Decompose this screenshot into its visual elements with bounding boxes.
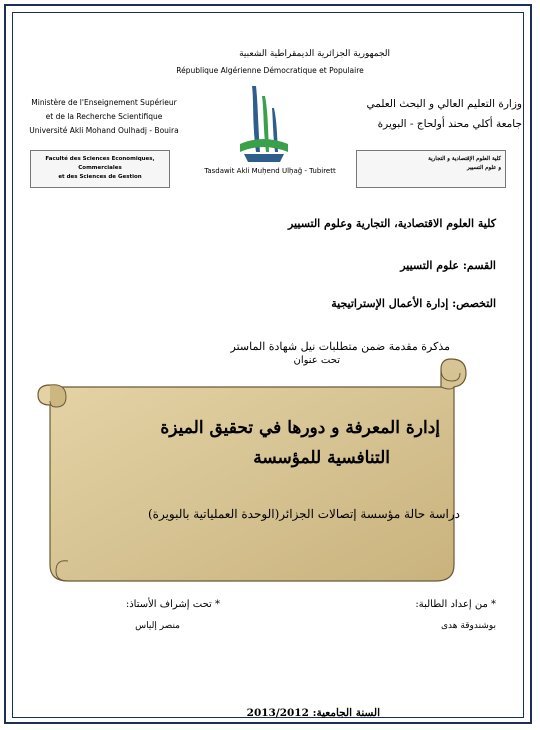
supervisor-label: * تحت إشراف الأستاذ:: [125, 599, 220, 610]
department-line: القسم: علوم التسيير: [400, 259, 496, 272]
specialty-line: التخصص: إدارة الأعمال الإستراتيجية: [331, 297, 496, 310]
ministry-arabic: [350, 94, 522, 134]
parchment-scroll: [36, 355, 481, 590]
ministry-french-line: et de la Recherche Scientifique: [45, 112, 163, 121]
faculty-box-french-line: Faculté des Sciences Economiques, Commerciales: [45, 156, 155, 171]
republic-french: République Algérienne Démocratique et Populaire: [176, 66, 364, 75]
academic-year: السنة الجامعية: 2013/2012: [246, 707, 380, 719]
thesis-title-line2: التنافسية للمؤسسة: [253, 448, 390, 468]
faculty-box-arabic-line: و علوم التسيير: [467, 165, 501, 171]
republic-arabic: الجمهورية الجزائرية الديمقراطية الشعبية: [239, 49, 390, 59]
student-name: بوشندوقة هدى: [441, 621, 496, 631]
memo-intro: مذكرة مقدمة ضمن متطلبات نيل شهادة الماستر: [230, 340, 450, 353]
university-logo-icon: [232, 82, 294, 168]
faculty-box-arabic-line: كلية العلوم الإقتصادية و التجارية: [428, 156, 501, 162]
faculty-box-french: [30, 150, 170, 188]
ministry-french-line: Université Akli Mohand Oulhadj - Bouira: [29, 126, 179, 135]
supervisor-name: منصر إلياس: [135, 621, 180, 631]
faculty-box-french-line: et des Sciences de Gestion: [58, 174, 142, 180]
case-study-line: دراسة حالة مؤسسة إتصالات الجزائر(الوحدة العملياتية بالبويرة): [148, 507, 460, 521]
faculty-line: كلية العلوم الاقتصادية، التجارية وعلوم التسيير: [287, 217, 496, 230]
memo-under-title: تحت عنوان: [293, 355, 340, 366]
faculty-box-arabic: [356, 150, 506, 188]
ministry-french: [24, 96, 184, 138]
ministry-arabic-line: وزارة التعليم العالي و البحث العلمي: [366, 98, 522, 110]
ministry-arabic-line: جامعة أكلي محند أولحاج - البويرة: [377, 118, 522, 130]
ministry-french-line: Ministère de l'Enseignement Supérieur: [31, 98, 177, 107]
thesis-title-line1: إدارة المعرفة و دورها في تحقيق الميزة: [160, 418, 440, 438]
logo-caption: Tasdawit Akli Muḥend Ulḥağ - Tubirett: [204, 167, 336, 175]
student-label: * من إعداد الطالبة:: [415, 599, 496, 610]
